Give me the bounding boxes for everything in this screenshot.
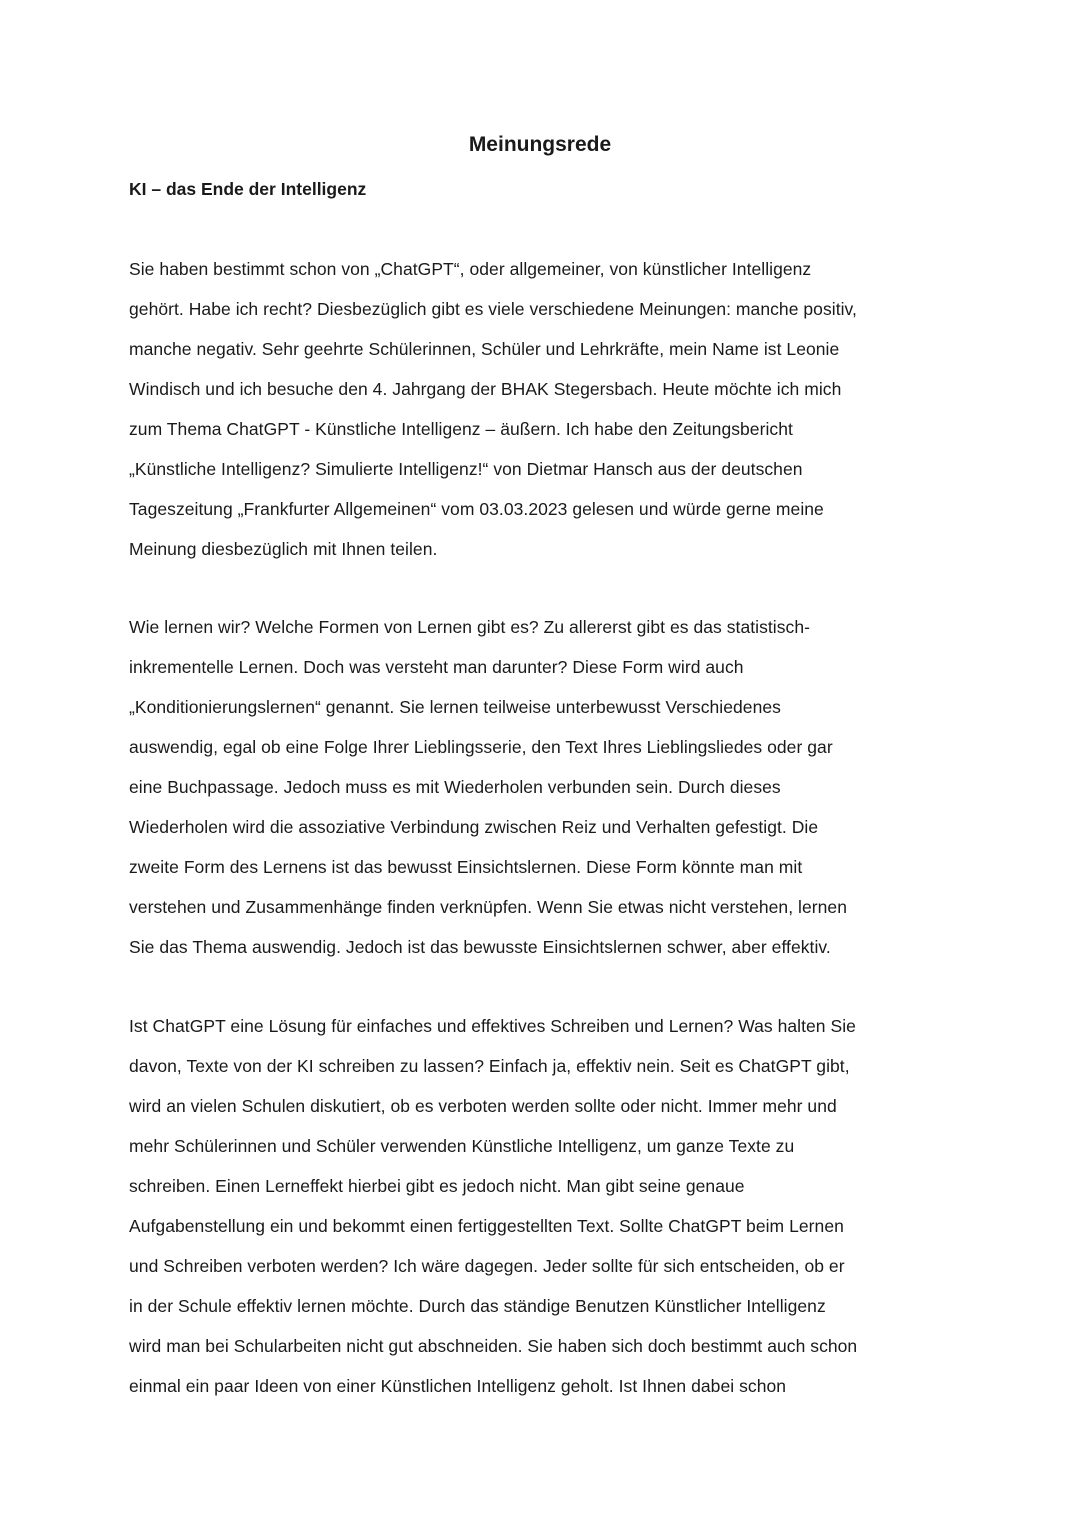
- paragraph-line: gehört. Habe ich recht? Diesbezüglich gibt es viele verschiedene Meinungen: manche positiv,: [129, 299, 857, 319]
- paragraph-line: inkrementelle Lernen. Doch was versteht man darunter? Diese Form wird auch: [129, 657, 744, 677]
- paragraph-line: Wie lernen wir? Welche Formen von Lernen gibt es? Zu allererst gibt es das statistisch-: [129, 617, 810, 637]
- document-subtitle: KI – das Ende der Intelligenz: [129, 179, 367, 199]
- paragraph-line: Meinung diesbezüglich mit Ihnen teilen.: [129, 539, 438, 559]
- paragraph-line: Ist ChatGPT eine Lösung für einfaches und effektives Schreiben und Lernen? Was halten Sie: [129, 1016, 856, 1036]
- paragraph-learning-forms: [129, 607, 959, 967]
- paragraph-line: manche negativ. Sehr geehrte Schülerinnen, Schüler und Lehrkräfte, mein Name ist Leonie: [129, 339, 840, 359]
- paragraph-line: zweite Form des Lernens ist das bewusst Einsichtslernen. Diese Form könnte man mit: [129, 857, 803, 877]
- paragraph-line: und Schreiben verboten werden? Ich wäre dagegen. Jeder sollte für sich entscheiden, ob er: [129, 1256, 845, 1276]
- paragraph-line: Windisch und ich besuche den 4. Jahrgang der BHAK Stegersbach. Heute möchte ich mich: [129, 379, 842, 399]
- paragraph-line: Tageszeitung „Frankfurter Allgemeinen“ vom 03.03.2023 gelesen und würde gerne meine: [129, 499, 824, 519]
- paragraph-line: Wiederholen wird die assoziative Verbindung zwischen Reiz und Verhalten gefestigt. Die: [129, 817, 819, 837]
- paragraph-line: verstehen und Zusammenhänge finden verknüpfen. Wenn Sie etwas nicht verstehen, lernen: [129, 897, 847, 917]
- paragraph-line: mehr Schülerinnen und Schüler verwenden Künstliche Intelligenz, um ganze Texte zu: [129, 1136, 795, 1156]
- paragraph-line: Sie das Thema auswendig. Jedoch ist das bewusste Einsichtslernen schwer, aber effektiv.: [129, 937, 831, 957]
- paragraph-line: wird man bei Schularbeiten nicht gut abschneiden. Sie haben sich doch bestimmt auch schon: [129, 1336, 858, 1356]
- paragraph-line: zum Thema ChatGPT - Künstliche Intelligenz – äußern. Ich habe den Zeitungsbericht: [129, 419, 793, 439]
- paragraph-line: davon, Texte von der KI schreiben zu lassen? Einfach ja, effektiv nein. Seit es ChatGPT gibt,: [129, 1056, 850, 1076]
- paragraph-line: „Konditionierungslernen“ genannt. Sie lernen teilweise unterbewusst Verschiedenes: [129, 697, 781, 717]
- document-title: Meinungsrede: [468, 133, 612, 156]
- paragraph-line: Sie haben bestimmt schon von „ChatGPT“, oder allgemeiner, von künstlicher Intelligenz: [129, 259, 812, 279]
- paragraph-line: schreiben. Einen Lerneffekt hierbei gibt es jedoch nicht. Man gibt seine genaue: [129, 1176, 745, 1196]
- paragraph-line: auswendig, egal ob eine Folge Ihrer Lieblingsserie, den Text Ihres Lieblingsliedes oder gar: [129, 737, 833, 757]
- paragraph-line: in der Schule effektiv lernen möchte. Durch das ständige Benutzen Künstlicher Intelligenz: [129, 1296, 826, 1316]
- paragraph-line: Aufgabenstellung ein und bekommt einen fertiggestellten Text. Sollte ChatGPT beim Lernen: [129, 1216, 844, 1236]
- paragraph-line: wird an vielen Schulen diskutiert, ob es verboten werden sollte oder nicht. Immer mehr und: [129, 1096, 837, 1116]
- paragraph-chatgpt-solution: [129, 1006, 959, 1406]
- paragraph-introduction: [129, 249, 959, 569]
- paragraph-line: „Künstliche Intelligenz? Simulierte Intelligenz!“ von Dietmar Hansch aus der deutschen: [129, 459, 803, 479]
- paragraph-line: einmal ein paar Ideen von einer Künstlichen Intelligenz geholt. Ist Ihnen dabei schon: [129, 1376, 787, 1396]
- paragraph-line: eine Buchpassage. Jedoch muss es mit Wiederholen verbunden sein. Durch dieses: [129, 777, 781, 797]
